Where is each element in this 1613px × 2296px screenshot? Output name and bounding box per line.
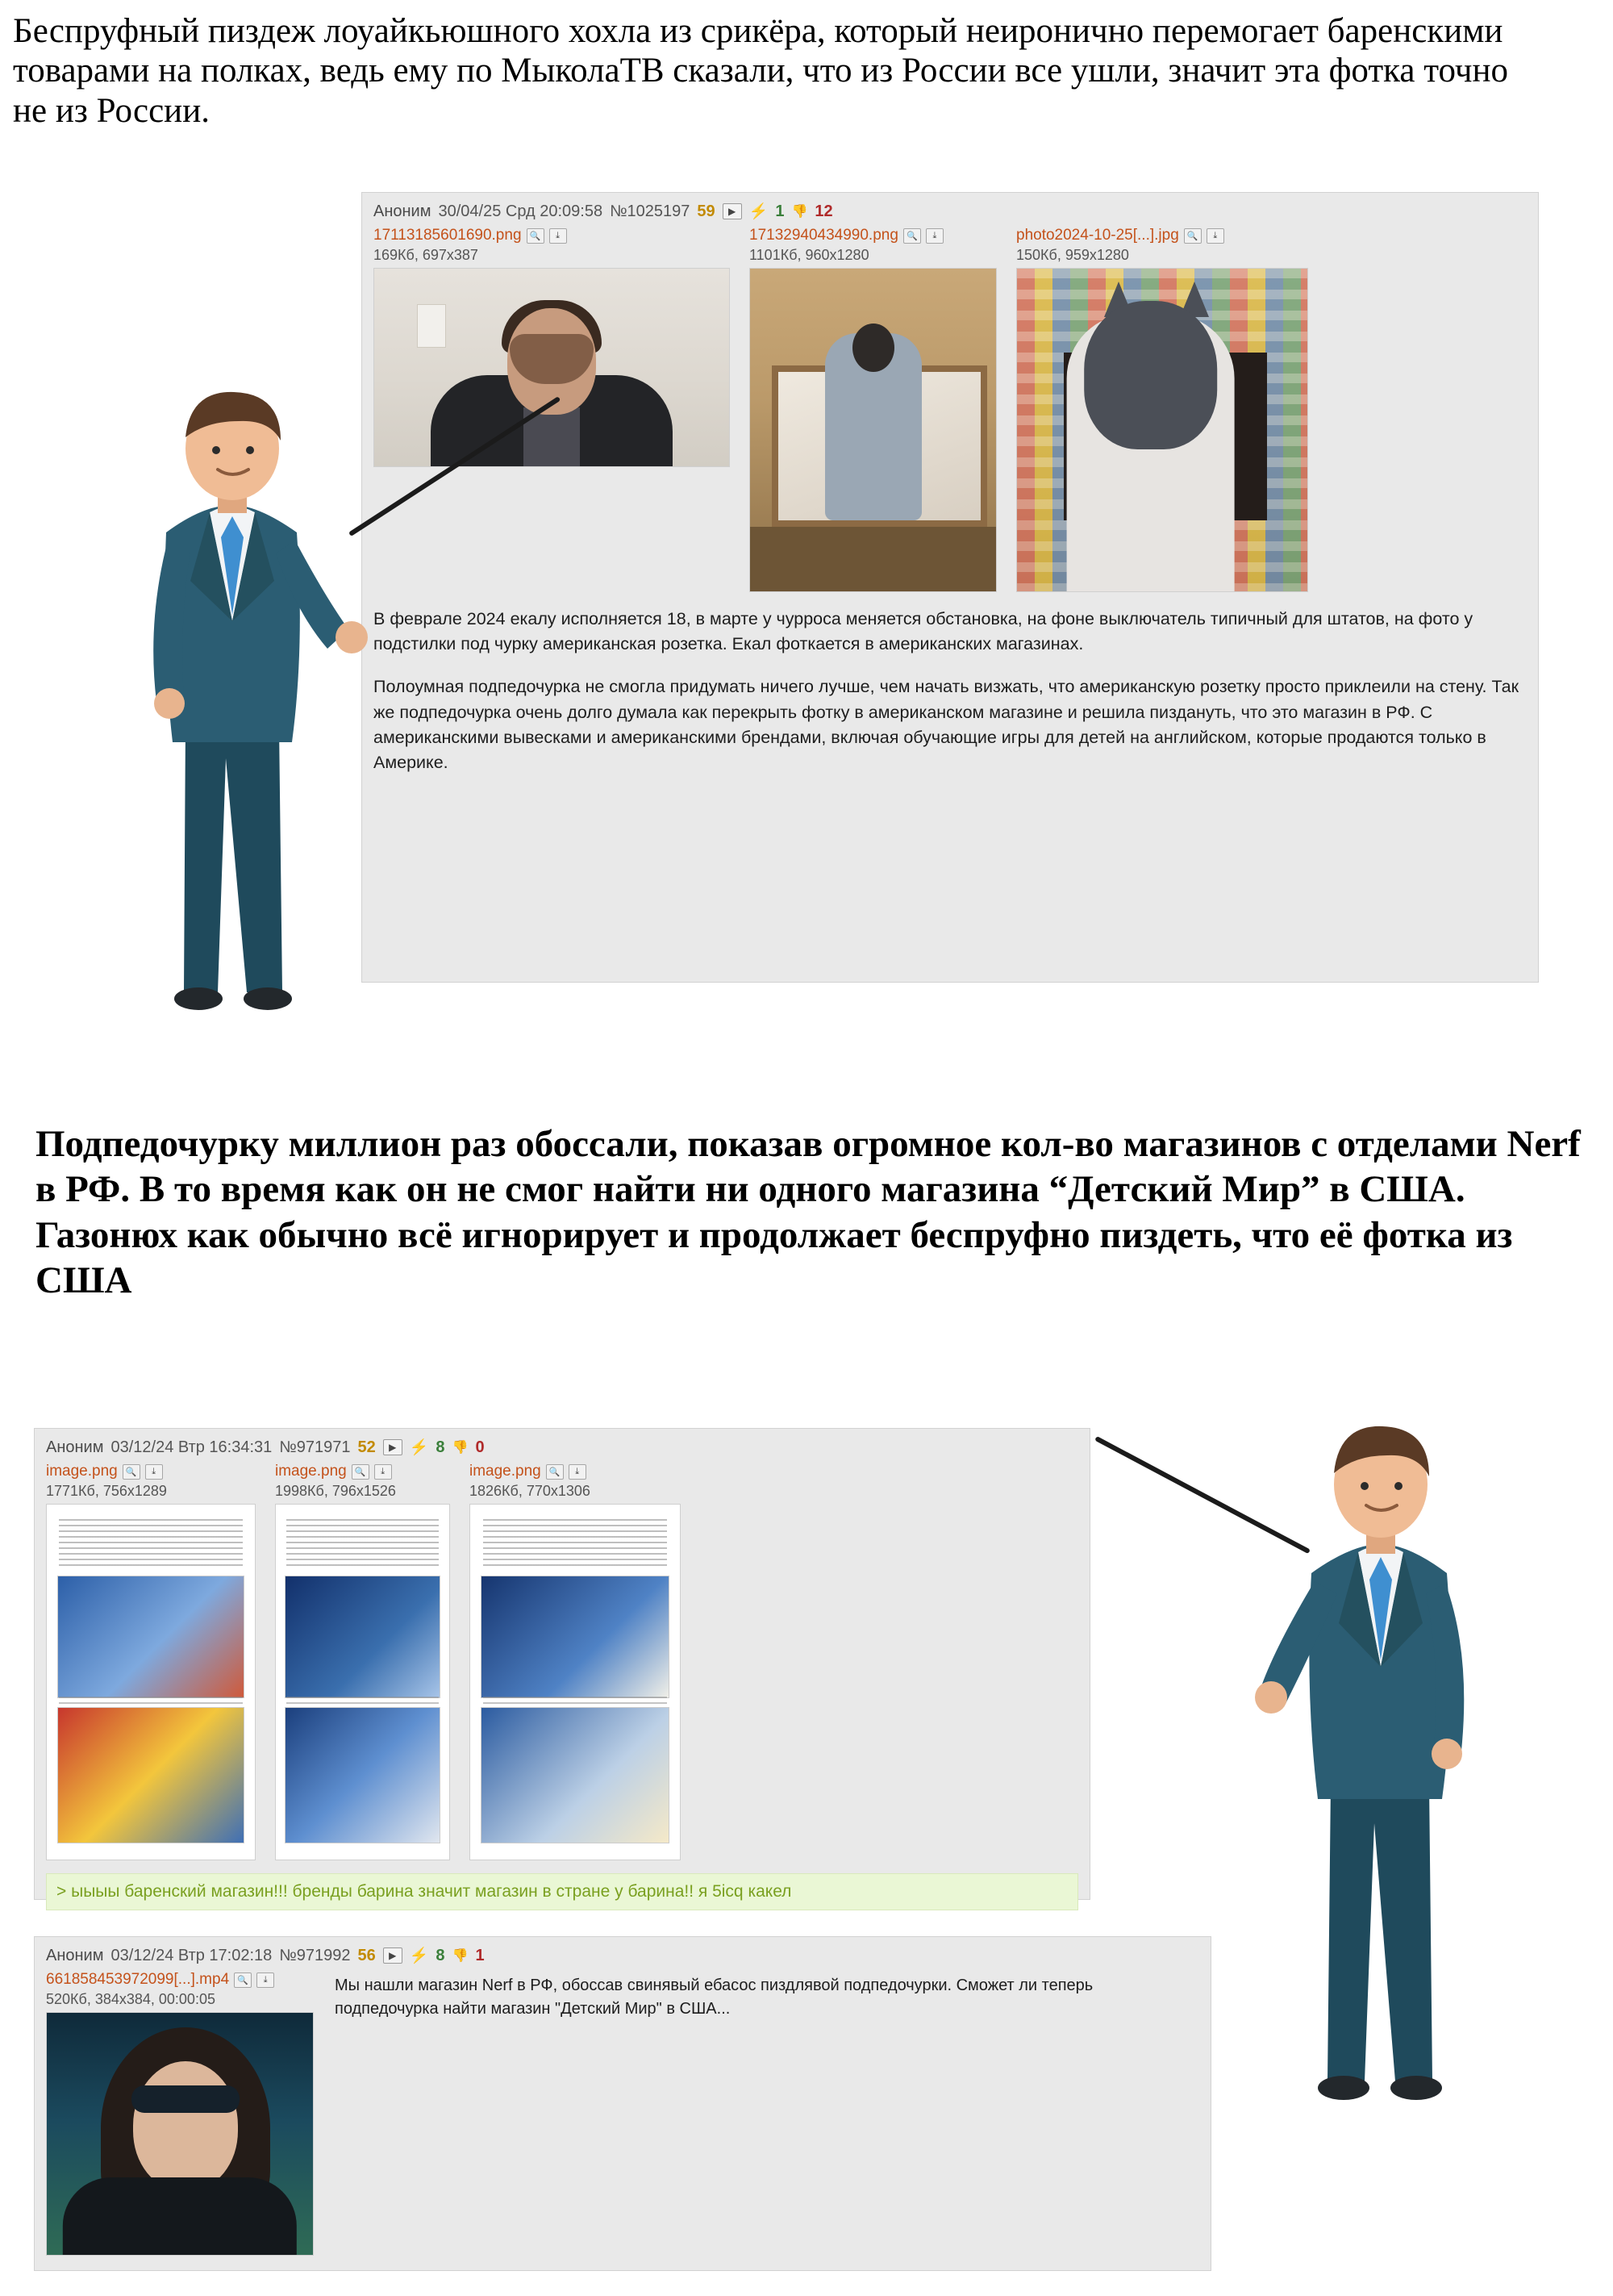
download-icon[interactable]: ⤓: [374, 1464, 392, 1480]
post-author: Аноним: [46, 1946, 104, 1964]
play-icon[interactable]: ▶: [383, 1947, 402, 1964]
thumbs-down-icon[interactable]: 👎: [452, 1949, 469, 1963]
attachment-name-row: [749, 227, 997, 244]
post-date: 03/12/24 Втр 16:34:31: [110, 1438, 273, 1456]
presenter-figure-bottom: [1226, 1404, 1532, 2114]
download-icon[interactable]: ⤓: [569, 1464, 586, 1480]
downvote-count[interactable]: 1: [475, 1946, 485, 1964]
attachment-item: [749, 227, 997, 592]
post-views-count: 59: [697, 202, 715, 220]
presenter-figure-top: [89, 379, 379, 1025]
magnifier-icon[interactable]: 🔍: [352, 1464, 369, 1480]
magnifier-icon[interactable]: 🔍: [903, 228, 921, 244]
post-card-971992: [34, 1936, 1211, 2271]
attachment-thumbnail-screenshot-3[interactable]: [469, 1504, 681, 1860]
attachment-item: [46, 1463, 256, 1860]
post-quote: > ыыыы баренский магазин!!! бренды барина значит магазин в стране у барина!! я 5icq какел: [46, 1873, 1078, 1910]
attachment-thumbnail-screenshot-1[interactable]: [46, 1504, 256, 1860]
attachment-filename[interactable]: 17113185601690.png: [373, 227, 522, 244]
post-paragraph: Мы нашли магазин Nerf в РФ, обоссав свинявый ебасос пиздлявой подпедочурки. Сможет ли теперь подпедочурка найти магазин "Детский Мир" в США...: [335, 1977, 1094, 2018]
post-date: 03/12/24 Втр 17:02:18: [110, 1946, 273, 1964]
attachment-thumbnail-man[interactable]: [373, 268, 730, 467]
post-date: 30/04/25 Срд 20:09:58: [438, 202, 603, 220]
attachment-name-row: [46, 1971, 314, 1989]
magnifier-icon[interactable]: 🔍: [546, 1464, 564, 1480]
attachment-list: [46, 1463, 1078, 1860]
post-paragraph: Полоумная подпедочурка не смогла придумать ничего лучше, чем начать визжать, что американскую розетку просто приклеили на стену. Так же подпедочурка очень долго думала как перекрыть фотку в американском магазине и решила пиздануть, что это магазин в РФ. С американскими вывесками и американскими брендами, включая обучающие игры для детей на английском, которые продаются только в Америке.: [373, 677, 1519, 772]
post-views-count: 56: [357, 1946, 376, 1964]
attachment-meta: 1998Кб, 796x1526: [275, 1483, 396, 1499]
attachment-item: [46, 1971, 314, 2256]
post-paragraph: В феврале 2024 екалу исполняется 18, в марте у чурроса меняется обстановка, на фоне выключатель типичный для штатов, на фото у подстилки под чурку американская розетка. Екал фоткается в американских магазинах.: [373, 609, 1473, 654]
post-author: Аноним: [46, 1438, 104, 1456]
post-author: Аноним: [373, 202, 431, 220]
magnifier-icon[interactable]: 🔍: [1184, 228, 1202, 244]
attachment-meta: 1771Кб, 756x1289: [46, 1483, 167, 1499]
attachment-meta: 150Кб, 959x1280: [1016, 247, 1129, 263]
download-icon[interactable]: ⤓: [926, 228, 944, 244]
upvote-count[interactable]: 1: [775, 202, 785, 220]
attachment-meta: 520Кб, 384x384, 00:00:05: [46, 1991, 215, 2007]
attachment-filename[interactable]: photo2024-10-25[...].jpg: [1016, 227, 1179, 244]
bolt-icon: ⚡: [409, 1439, 429, 1456]
attachment-item: [275, 1463, 450, 1860]
download-icon[interactable]: ⤓: [549, 228, 567, 244]
middle-commentary-text: Подпедочурку миллион раз обоссали, показав огромное кол-во магазинов с отделами Nerf в РФ. В то время как он не смог найти ни одного магазина “Детский Мир” в США. Газонюх как обычно всё игнорирует и продолжает беспруфно пиздеть, что её фотка из США: [35, 1123, 1581, 1302]
thumbs-down-icon[interactable]: 👎: [452, 1441, 469, 1455]
attachment-name-row: [275, 1463, 450, 1480]
attachment-thumbnail-bathroom[interactable]: [749, 268, 997, 592]
attachment-name-row: [373, 227, 730, 244]
upvote-count[interactable]: 8: [436, 1438, 445, 1456]
attachment-meta: 169Кб, 697x387: [373, 247, 478, 263]
thumbs-down-icon[interactable]: 👎: [791, 205, 808, 219]
attachment-name-row: [46, 1463, 256, 1480]
attachment-thumbnail-screenshot-2[interactable]: [275, 1504, 450, 1860]
attachment-meta: 1826Кб, 770x1306: [469, 1483, 590, 1499]
attachment-item: [373, 227, 730, 467]
attachment-thumbnail-store[interactable]: [1016, 268, 1308, 592]
attachment-filename[interactable]: 661858453972099[...].mp4: [46, 1971, 230, 1988]
download-icon[interactable]: ⤓: [256, 1972, 274, 1988]
upvote-count[interactable]: 8: [436, 1946, 445, 1964]
attachment-filename[interactable]: image.png: [46, 1463, 118, 1480]
post-card-1025197: [361, 192, 1539, 983]
attachment-item: [1016, 227, 1308, 592]
post-number[interactable]: №971992: [279, 1946, 351, 1964]
magnifier-icon[interactable]: 🔍: [123, 1464, 140, 1480]
play-icon[interactable]: ▶: [383, 1439, 402, 1455]
downvote-count[interactable]: 0: [475, 1438, 485, 1456]
post-body: [373, 607, 1527, 775]
post-header: [46, 1943, 1199, 1971]
post-card-971971: [34, 1428, 1090, 1900]
bolt-icon: ⚡: [409, 1947, 429, 1964]
downvote-count[interactable]: 12: [815, 202, 833, 220]
attachment-name-row: [469, 1463, 681, 1480]
magnifier-icon[interactable]: 🔍: [527, 228, 544, 244]
post-views-count: 52: [357, 1438, 376, 1456]
post-number[interactable]: №1025197: [610, 202, 690, 220]
post-header: [46, 1435, 1078, 1463]
attachment-meta: 1101Кб, 960x1280: [749, 247, 869, 263]
attachment-thumbnail-video[interactable]: [46, 2012, 314, 2256]
attachment-filename[interactable]: 17132940434990.png: [749, 227, 898, 244]
post-body: [335, 1974, 1199, 2021]
magnifier-icon[interactable]: 🔍: [234, 1972, 252, 1988]
download-icon[interactable]: ⤓: [145, 1464, 163, 1480]
attachment-name-row: [1016, 227, 1308, 244]
attachment-filename[interactable]: image.png: [469, 1463, 541, 1480]
post-header: [373, 199, 1527, 227]
top-commentary-text: Беспруфный пиздеж лоуайкьюшного хохла из срикёра, который неиронично перемогает баренскими товарами на полках, ведь ему по МыколаТВ сказали, что из России все ушли, значит эта фотка точно не из России.: [13, 12, 1508, 130]
play-icon[interactable]: ▶: [723, 203, 742, 219]
bolt-icon: ⚡: [748, 203, 769, 220]
download-icon[interactable]: ⤓: [1207, 228, 1224, 244]
attachment-item: [469, 1463, 681, 1860]
post-number[interactable]: №971971: [279, 1438, 351, 1456]
attachment-filename[interactable]: image.png: [275, 1463, 347, 1480]
